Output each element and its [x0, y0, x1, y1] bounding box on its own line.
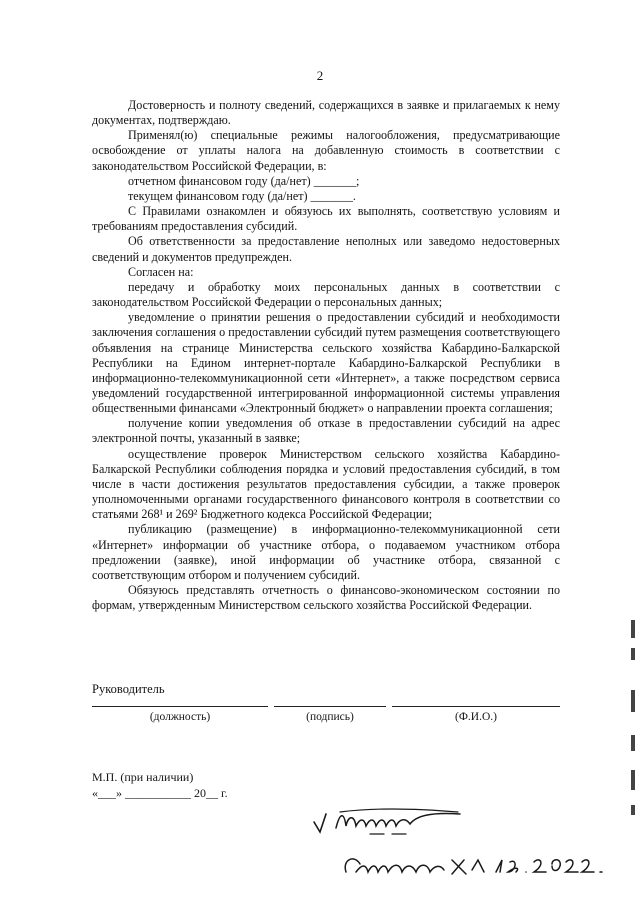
paragraph-9: уведомление о принятии решения о предоставлении субсидий и необходимости заключения соглашения о предоставлении субсидий путем размещения соответствующего объявления на странице Министерства сельского хозяйства Кабардино-Балкарской Республики на Едином интернет-портале Кабардино-Балкарской Республики в информационно-телекоммуникационной сети «Интернет», а также посредством сервиса уведомлений государственной интегрированной информационной системы управления общественными финансами «Электронный бюджет» о направлении проекта соглашения;: [92, 310, 560, 416]
paragraph-10: получение копии уведомления об отказе в предоставлении субсидий на адрес электронной почты, указанный в заявке;: [92, 416, 560, 446]
stamp-note: М.П. (при наличии): [92, 770, 194, 784]
handwritten-name-date: [340, 850, 610, 882]
paragraph-4: текущем финансовом году (да/нет) _______.: [128, 188, 356, 203]
handwritten-signature: [310, 800, 470, 840]
document-body: [92, 98, 560, 613]
scan-edge-mark: [631, 690, 635, 712]
paragraph-13: Обязуюсь представлять отчетность о финансово-экономическом состоянии по формам, утвержденным Министерством сельского хозяйства Российской Федерации.: [92, 583, 560, 613]
position-line: [92, 706, 268, 707]
page-number: 2: [316, 68, 324, 83]
position-caption: (должность): [149, 711, 211, 723]
paragraph-12: публикацию (размещение) в информационно-телекоммуникационной сети «Интернет» информации об участнике отбора, о подаваемом участником отбора предложении (заявке), иной информации об участнике отбора, связанной с соответствующим отбором и получением субсидий.: [92, 522, 560, 582]
paragraph-8: передачу и обработку моих персональных данных в соответствии с законодательством Российской Федерации о персональных данных;: [92, 279, 560, 310]
scan-edge-mark: [631, 620, 635, 638]
date-line: «___» ___________ 20__ г.: [92, 786, 228, 800]
scan-edge-mark: [631, 770, 635, 790]
name-caption: (Ф.И.О.): [455, 711, 497, 723]
scan-edge-mark: [631, 735, 635, 751]
scan-edge-mark: [631, 648, 635, 660]
paragraph-7: Согласен на:: [128, 264, 194, 279]
signature-caption: (подпись): [306, 711, 354, 723]
paragraph-6: Об ответственности за предоставление неполных или заведомо недостоверных сведений и документов предупрежден.: [92, 234, 560, 264]
signature-line: [274, 706, 386, 707]
paragraph-3: отчетном финансовом году (да/нет) _______;: [128, 173, 360, 188]
name-line: [392, 706, 560, 707]
signatory-title: Руководитель: [92, 682, 165, 696]
paragraph-2: Применял(ю) специальные режимы налогообложения, предусматривающие освобождение от уплаты налога на добавленную стоимость в соответствии с законодательством Российской Федерации, в:: [92, 128, 560, 173]
paragraph-1: Достоверность и полноту сведений, содержащихся в заявке и прилагаемых к нему документах, подтверждаю.: [92, 98, 560, 128]
paragraph-5: С Правилами ознакомлен и обязуюсь их выполнять, соответствую условиям и требованиям предоставления субсидий.: [92, 204, 560, 234]
scan-edge-mark: [631, 805, 635, 815]
paragraph-11: осуществление проверок Министерством сельского хозяйства Кабардино-Балкарской Республики соблюдения порядка и условий предоставления субсидий, в том числе в части достижения результатов предоставления субсидии, а также проверок уполномоченными органами государственного финансового контроля в соответствии со статьями 268¹ и 269² Бюджетного кодекса Российской Федерации;: [92, 446, 560, 522]
